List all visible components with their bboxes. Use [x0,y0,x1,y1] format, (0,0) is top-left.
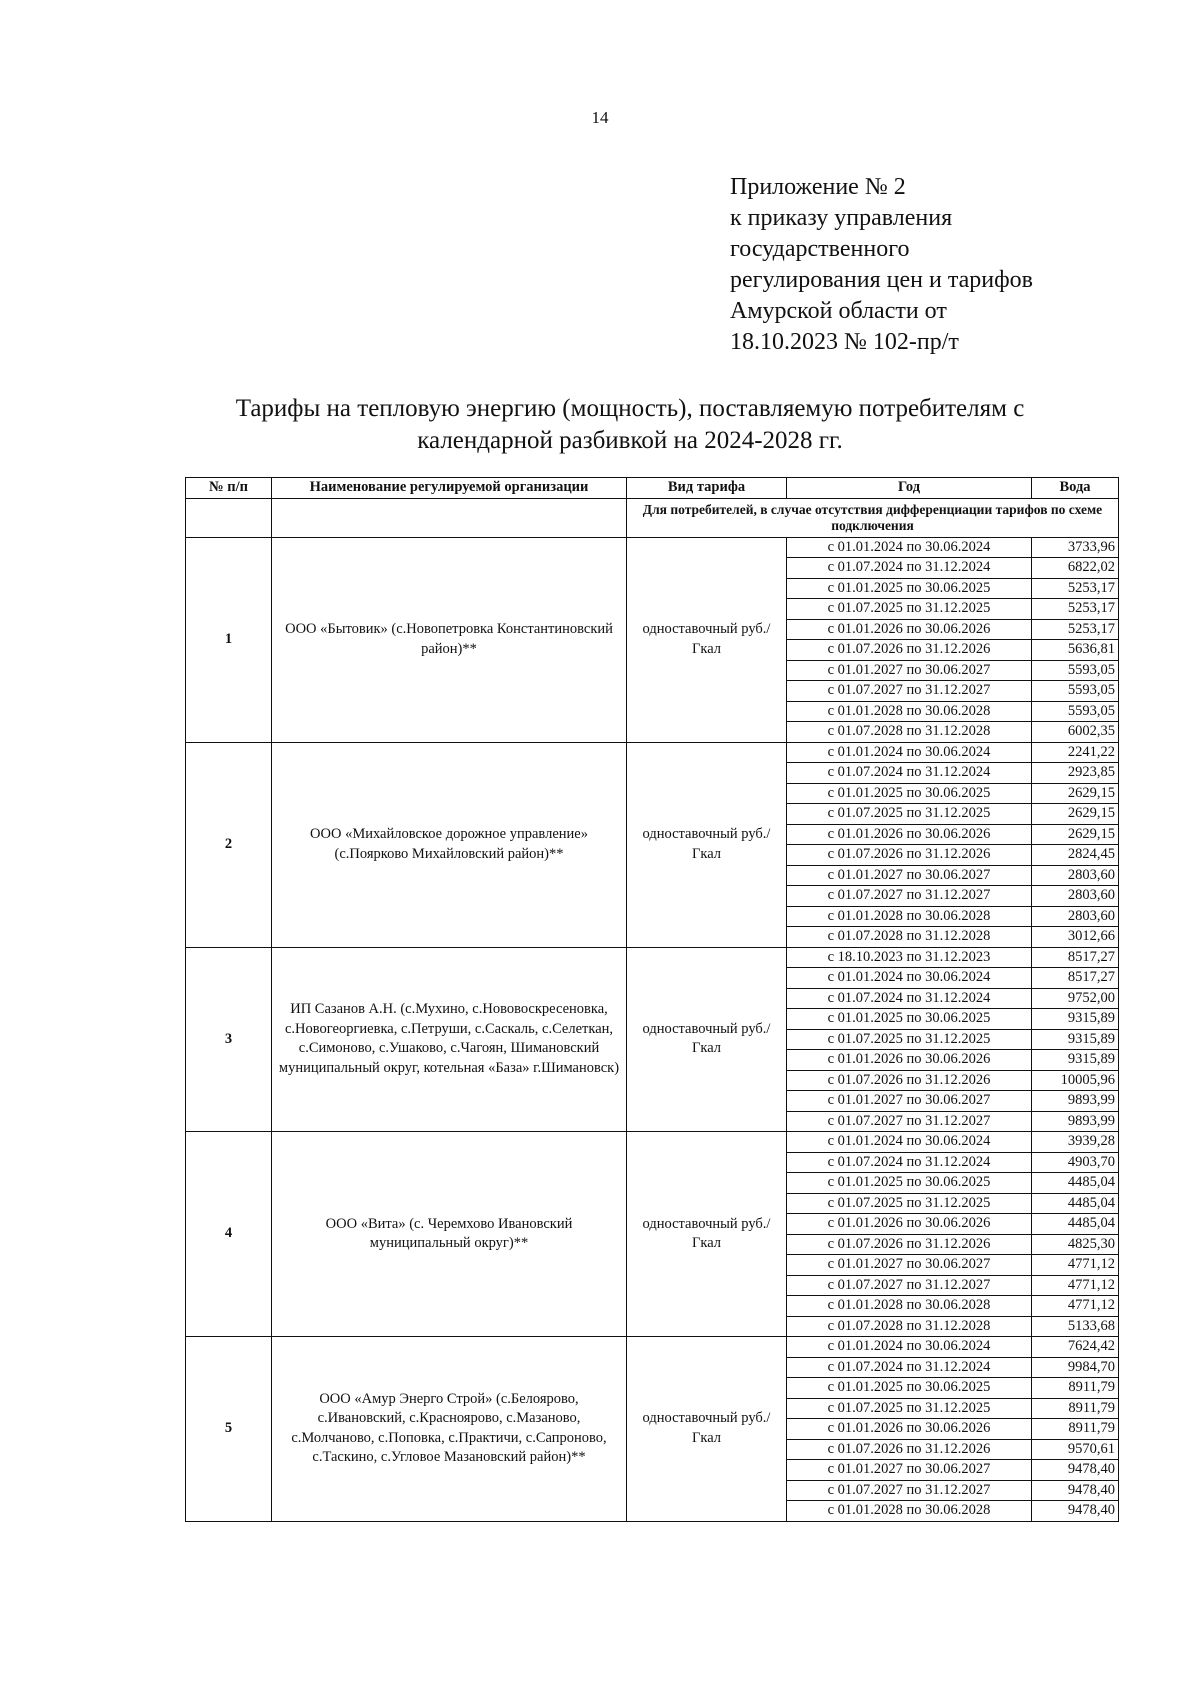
water-tariff-value: 4825,30 [1032,1234,1119,1255]
water-tariff-value: 2824,45 [1032,845,1119,866]
water-tariff-value: 5636,81 [1032,640,1119,661]
period-cell: с 01.01.2024 по 30.06.2024 [787,1132,1032,1153]
water-tariff-value: 4771,12 [1032,1255,1119,1276]
water-tariff-value: 5133,68 [1032,1316,1119,1337]
appendix-line: 18.10.2023 № 102-пр/т [730,329,959,355]
period-cell: с 01.07.2024 по 31.12.2024 [787,1152,1032,1173]
water-tariff-value: 2629,15 [1032,824,1119,845]
water-tariff-value: 4771,12 [1032,1275,1119,1296]
water-tariff-value: 4903,70 [1032,1152,1119,1173]
table-row [186,947,1119,968]
water-tariff-value: 8517,27 [1032,947,1119,968]
header-type: Вид тарифа [627,478,787,499]
organization-name: ООО «Бытовик» (с.Новопетровка Константиновский район)** [272,537,627,742]
period-cell: с 01.01.2024 по 30.06.2024 [787,537,1032,558]
water-tariff-value: 7624,42 [1032,1337,1119,1358]
period-cell: с 01.01.2025 по 30.06.2025 [787,1173,1032,1194]
tariff-type: одноставочный руб./Гкал [627,1132,787,1337]
period-cell: с 01.07.2025 по 31.12.2025 [787,1029,1032,1050]
row-number: 5 [186,1337,272,1522]
tariff-type: одноставочный руб./Гкал [627,537,787,742]
table-row [186,742,1119,763]
table-row [186,1132,1119,1153]
period-cell: с 01.07.2028 по 31.12.2028 [787,1316,1032,1337]
period-cell: с 01.01.2027 по 30.06.2027 [787,1091,1032,1112]
water-tariff-value: 5593,05 [1032,701,1119,722]
water-tariff-value: 9315,89 [1032,1050,1119,1071]
water-tariff-value: 5253,17 [1032,619,1119,640]
appendix-line: Амурской области от [730,298,947,324]
water-tariff-value: 5593,05 [1032,681,1119,702]
table-row [186,1337,1119,1358]
water-tariff-value: 3939,28 [1032,1132,1119,1153]
period-cell: с 01.01.2027 по 30.06.2027 [787,1255,1032,1276]
period-cell: с 01.01.2026 по 30.06.2026 [787,1214,1032,1235]
period-cell: с 01.01.2024 по 30.06.2024 [787,742,1032,763]
water-tariff-value: 8517,27 [1032,968,1119,989]
period-cell: с 01.07.2025 по 31.12.2025 [787,804,1032,825]
water-tariff-value: 4771,12 [1032,1296,1119,1317]
period-cell: с 01.07.2027 по 31.12.2027 [787,886,1032,907]
period-cell: с 01.07.2026 по 31.12.2026 [787,1439,1032,1460]
water-tariff-value: 3733,96 [1032,537,1119,558]
water-tariff-value: 5253,17 [1032,578,1119,599]
period-cell: с 01.07.2024 по 31.12.2024 [787,1357,1032,1378]
table-body [186,537,1119,1521]
period-cell: с 01.07.2027 по 31.12.2027 [787,1111,1032,1132]
water-tariff-value: 8911,79 [1032,1398,1119,1419]
water-tariff-value: 6002,35 [1032,722,1119,743]
organization-name: ООО «Амур Энерго Строй» (с.Белоярово, с.Ивановский, с.Красноярово, с.Мазаново, с.Молчаново, с.Поповка, с.Практичи, с.Сапроново, с.Таскино, с.Угловое Мазановский район)** [272,1337,627,1522]
water-tariff-value: 2241,22 [1032,742,1119,763]
table-row [186,537,1119,558]
period-cell: с 01.01.2025 по 30.06.2025 [787,1009,1032,1030]
period-cell: с 01.07.2025 по 31.12.2025 [787,1398,1032,1419]
period-cell: с 18.10.2023 по 31.12.2023 [787,947,1032,968]
period-cell: с 01.01.2025 по 30.06.2025 [787,783,1032,804]
water-tariff-value: 10005,96 [1032,1070,1119,1091]
appendix-line: к приказу управления [730,205,953,231]
water-tariff-value: 9893,99 [1032,1091,1119,1112]
period-cell: с 01.01.2024 по 30.06.2024 [787,1337,1032,1358]
document-title [150,393,1110,457]
appendix-line: регулирования цен и тарифов [730,267,1033,293]
water-tariff-value: 2629,15 [1032,804,1119,825]
subheader-empty [186,498,272,537]
organization-name: ООО «Михайловское дорожное управление» (с.Поярково Михайловский район)** [272,742,627,947]
period-cell: с 01.07.2026 по 31.12.2026 [787,845,1032,866]
row-number: 2 [186,742,272,947]
water-tariff-value: 3012,66 [1032,927,1119,948]
page-number: 14 [591,108,609,127]
tariff-type: одноставочный руб./Гкал [627,1337,787,1522]
water-tariff-value: 5253,17 [1032,599,1119,620]
period-cell: с 01.07.2026 по 31.12.2026 [787,1070,1032,1091]
organization-name: ООО «Вита» (с. Черемхово Ивановский муниципальный округ)** [272,1132,627,1337]
water-tariff-value: 8911,79 [1032,1419,1119,1440]
row-number: 3 [186,947,272,1132]
period-cell: с 01.07.2028 по 31.12.2028 [787,722,1032,743]
period-cell: с 01.01.2027 по 30.06.2027 [787,865,1032,886]
period-cell: с 01.07.2026 по 31.12.2026 [787,1234,1032,1255]
water-tariff-value: 9984,70 [1032,1357,1119,1378]
organization-name: ИП Сазанов А.Н. (с.Мухино, с.Нововоскресеновка, с.Новогеоргиевка, с.Петруши, с.Саскаль, с.Селеткан, с.Симоново, с.Ушаково, с.Чагоян, Шимановский муниципальный округ, котельная «База» г.Шимановск) [272,947,627,1132]
row-number: 1 [186,537,272,742]
row-number: 4 [186,1132,272,1337]
water-tariff-value: 9478,40 [1032,1501,1119,1522]
period-cell: с 01.01.2026 по 30.06.2026 [787,824,1032,845]
title-line-2: календарной разбивкой на 2024-2028 гг. [417,427,843,454]
period-cell: с 01.01.2026 по 30.06.2026 [787,619,1032,640]
period-cell: с 01.07.2025 по 31.12.2025 [787,1193,1032,1214]
header-water: Вода [1032,478,1119,499]
period-cell: с 01.07.2027 по 31.12.2027 [787,681,1032,702]
header-num: № п/п [186,478,272,499]
subheader-text: Для потребителей, в случае отсутствия дифференциации тарифов по схеме подключения [627,498,1119,537]
period-cell: с 01.07.2026 по 31.12.2026 [787,640,1032,661]
table-header-row [186,478,1119,499]
subheader-empty [272,498,627,537]
water-tariff-value: 8911,79 [1032,1378,1119,1399]
appendix-block [730,172,1150,358]
water-tariff-value: 2803,60 [1032,865,1119,886]
period-cell: с 01.01.2026 по 30.06.2026 [787,1419,1032,1440]
title-line-1: Тарифы на тепловую энергию (мощность), поставляемую потребителям с [235,395,1025,422]
water-tariff-value: 2803,60 [1032,886,1119,907]
water-tariff-value: 9315,89 [1032,1029,1119,1050]
period-cell: с 01.07.2024 по 31.12.2024 [787,988,1032,1009]
water-tariff-value: 2629,15 [1032,783,1119,804]
period-cell: с 01.07.2028 по 31.12.2028 [787,927,1032,948]
water-tariff-value: 4485,04 [1032,1214,1119,1235]
water-tariff-value: 5593,05 [1032,660,1119,681]
water-tariff-value: 9752,00 [1032,988,1119,1009]
water-tariff-value: 2923,85 [1032,763,1119,784]
period-cell: с 01.01.2025 по 30.06.2025 [787,1378,1032,1399]
header-org: Наименование регулируемой организации [272,478,627,499]
period-cell: с 01.01.2028 по 30.06.2028 [787,1296,1032,1317]
period-cell: с 01.07.2027 по 31.12.2027 [787,1480,1032,1501]
period-cell: с 01.01.2027 по 30.06.2027 [787,660,1032,681]
tariff-type: одноставочный руб./Гкал [627,947,787,1132]
period-cell: с 01.01.2025 по 30.06.2025 [787,578,1032,599]
water-tariff-value: 2803,60 [1032,906,1119,927]
water-tariff-value: 6822,02 [1032,558,1119,579]
period-cell: с 01.07.2024 по 31.12.2024 [787,558,1032,579]
header-year: Год [787,478,1032,499]
period-cell: с 01.07.2027 по 31.12.2027 [787,1275,1032,1296]
period-cell: с 01.01.2027 по 30.06.2027 [787,1460,1032,1481]
period-cell: с 01.07.2025 по 31.12.2025 [787,599,1032,620]
tariff-table [185,477,1119,1522]
table-subheader-row [186,498,1119,537]
period-cell: с 01.01.2028 по 30.06.2028 [787,1501,1032,1522]
period-cell: с 01.07.2024 по 31.12.2024 [787,763,1032,784]
water-tariff-value: 9478,40 [1032,1460,1119,1481]
appendix-line: Приложение № 2 [730,174,906,200]
water-tariff-value: 9478,40 [1032,1480,1119,1501]
water-tariff-value: 4485,04 [1032,1193,1119,1214]
period-cell: с 01.01.2028 по 30.06.2028 [787,906,1032,927]
period-cell: с 01.01.2026 по 30.06.2026 [787,1050,1032,1071]
period-cell: с 01.01.2028 по 30.06.2028 [787,701,1032,722]
water-tariff-value: 4485,04 [1032,1173,1119,1194]
appendix-line: государственного [730,236,910,262]
period-cell: с 01.01.2024 по 30.06.2024 [787,968,1032,989]
water-tariff-value: 9893,99 [1032,1111,1119,1132]
water-tariff-value: 9570,61 [1032,1439,1119,1460]
tariff-type: одноставочный руб./Гкал [627,742,787,947]
water-tariff-value: 9315,89 [1032,1009,1119,1030]
